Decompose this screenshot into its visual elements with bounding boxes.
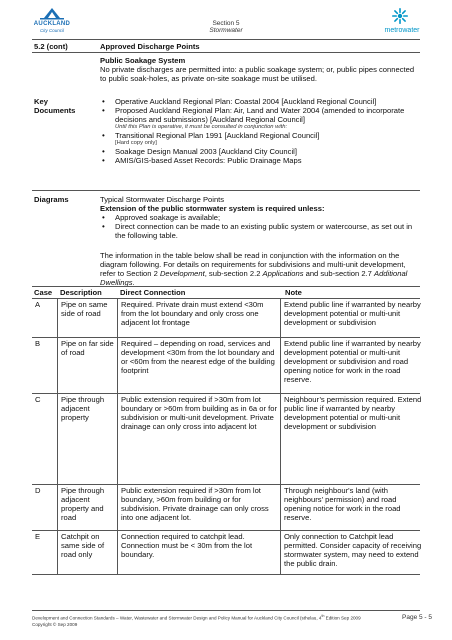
table-cell-case: D xyxy=(35,486,41,495)
table-column-divider xyxy=(117,298,118,574)
diagrams-bullet: • Approved soakage is available; xyxy=(100,213,420,222)
section-title: Approved Discharge Points xyxy=(100,42,200,51)
table-cell-note: Neighbour’s permission required. Extend public line if warranted by nearby development potential or multi-unit development or subdivision xyxy=(284,395,422,432)
metrowater-logo xyxy=(352,6,430,40)
section-subtitle: Stormwater xyxy=(209,27,243,34)
key-documents-label-1: Key xyxy=(34,97,48,106)
key-doc-item: • Transitional Regional Plan 1991 [Auckland Regional Council] [Hard copy only] xyxy=(100,131,420,147)
table-top-rule xyxy=(32,286,420,287)
title-rule xyxy=(32,52,420,53)
ref-applications: Applications xyxy=(262,269,304,279)
footer-copyright: Copyright © Sep 2009 xyxy=(32,621,78,627)
key-doc-item: • Soakage Design Manual 2003 [Auckland City Council] xyxy=(100,147,420,156)
diagrams-link[interactable]: Typical Stormwater Discharge Points xyxy=(100,195,225,204)
key-documents-label-2: Documents xyxy=(34,106,76,115)
table-header-description: Description xyxy=(60,288,102,297)
ref-additional-dwellings: Additional Dwellings xyxy=(100,269,408,288)
page-number: Page 5 - 5 xyxy=(402,614,432,621)
key-doc-item: • Proposed Auckland Regional Plan: Air, Land and Water 2004 (amended to incorporate decisions and submissions) [Auckland Regional Council] Until this Plan is operative, it must be consulted in conjunction with: xyxy=(100,106,420,131)
table-cell-case: C xyxy=(35,395,41,404)
table-cell-case: E xyxy=(35,532,41,541)
table-cell-description: Pipe through adjacent property and road xyxy=(61,486,105,523)
table-cell-note: Extend public line if warranted by nearby development potential or multi-unit development or subdivision xyxy=(284,300,421,328)
table-cell-connection: Required – depending on road, services and development <30m from the lot boundary and or <60m from the nearest edge of the building footprint xyxy=(121,339,275,376)
table-cell-connection: Required. Private drain must extend <30m from the lot boundary and only cross one adjacent lot frontage xyxy=(121,300,264,328)
table-bottom-rule xyxy=(32,574,420,575)
key-documents-rule xyxy=(32,190,420,191)
footer-rule xyxy=(32,610,420,611)
header-rule xyxy=(32,39,420,40)
metrowater-logo-icon xyxy=(352,6,430,40)
table-cell-case: B xyxy=(35,339,41,348)
table-cell-connection: Public extension required if >30m from lot boundary or >60m from building as in 6a or for subdivision or multi-unit development. Private drainage can only cross into adjacent lot xyxy=(121,395,277,432)
auckland-logo-text: AUCKLAND xyxy=(33,21,71,27)
table-header-rule xyxy=(32,298,420,299)
table-row-rule xyxy=(32,530,420,531)
table-row-rule xyxy=(32,337,420,338)
table-header-connection: Direct Connection xyxy=(120,288,186,297)
diagrams-label: Diagrams xyxy=(34,195,69,204)
metrowater-logo-text: metrowater xyxy=(384,27,420,34)
table-cell-note: Through neighbour's land (with neighbours' permission) and road opening notice for work in the road reserve. xyxy=(284,486,401,523)
ref-development: Development xyxy=(159,269,205,279)
section-label: Section 5 xyxy=(212,20,240,27)
table-cell-description: Catchpit on same side of road only xyxy=(61,532,105,560)
footer-line-1: Development and Connection Standards – Water, Wastewater and Stormwater Design and Policy Manual for Auckland City Council (sthelau, 4th Edition Sep 2009 xyxy=(32,614,361,621)
key-doc-item: • AMIS/GIS-based Asset Records: Public Drainage Maps xyxy=(100,156,420,165)
section-number: 5.2 (cont) xyxy=(34,42,68,51)
key-doc-item: • Operative Auckland Regional Plan: Coastal 2004 [Auckland Regional Council] xyxy=(100,97,420,106)
table-header-case: Case xyxy=(34,288,53,297)
footer-text xyxy=(32,613,432,628)
public-soakage-heading: Public Soakage System xyxy=(100,56,186,65)
table-cell-connection: Connection required to catchpit lead. Connection must be < 30m from the lot boundary. xyxy=(121,532,253,560)
diagrams-heading: Extension of the public stormwater system is required unless: xyxy=(100,204,325,213)
public-soakage-body: No private discharges are permitted into: a public soakage system; or, public pipes connected to public soak-holes, as private on-site soakage must be utilised. xyxy=(100,65,415,84)
table-cell-case: A xyxy=(35,300,41,309)
table-column-divider xyxy=(57,298,58,574)
table-cell-connection: Public extension required if >30m from lot boundary, >60m from building or for subdivision. Private drainage can only cross into one adjacent lot. xyxy=(121,486,269,523)
table-row-rule xyxy=(32,484,420,485)
table-cell-description: Pipe on same side of road xyxy=(61,300,108,319)
key-doc-note: [Hard copy only] xyxy=(115,140,157,147)
table-cell-note: Extend public line if warranted by nearby development potential or multi-unit development or subdivision and road opening notice for work in the road reserve. xyxy=(284,339,421,385)
key-documents-list xyxy=(100,97,420,166)
key-doc-note: Until this Plan is operative, it must be consulted in conjunction with: xyxy=(115,124,288,131)
diagrams-bullet: • Direct connection can be made to an existing public system or watercourse, as set out in the following table. xyxy=(100,222,420,240)
table-column-divider xyxy=(280,298,281,574)
table-header-note: Note xyxy=(285,288,302,297)
auckland-logo-subtext: City Council xyxy=(39,28,64,33)
table-cell-note: Only connection to Catchpit lead permitted. Consider capacity of receiving stormwater system, may need to extend the public drain. xyxy=(284,532,422,569)
table-cell-description: Pipe on far side of road xyxy=(61,339,114,358)
diagrams-paragraph: The information in the table below shall be read in conjunction with the information on the diagram following. For details on requirements for subdivisions and multi-unit development, refer to Section 2 Development, sub-section 2.2 Applications and sub-section 2.7 Additional Dwellings. xyxy=(100,251,408,288)
table-row-rule xyxy=(32,393,420,394)
table-cell-description: Pipe through adjacent property xyxy=(61,395,105,423)
diagrams-bullets xyxy=(100,213,420,240)
